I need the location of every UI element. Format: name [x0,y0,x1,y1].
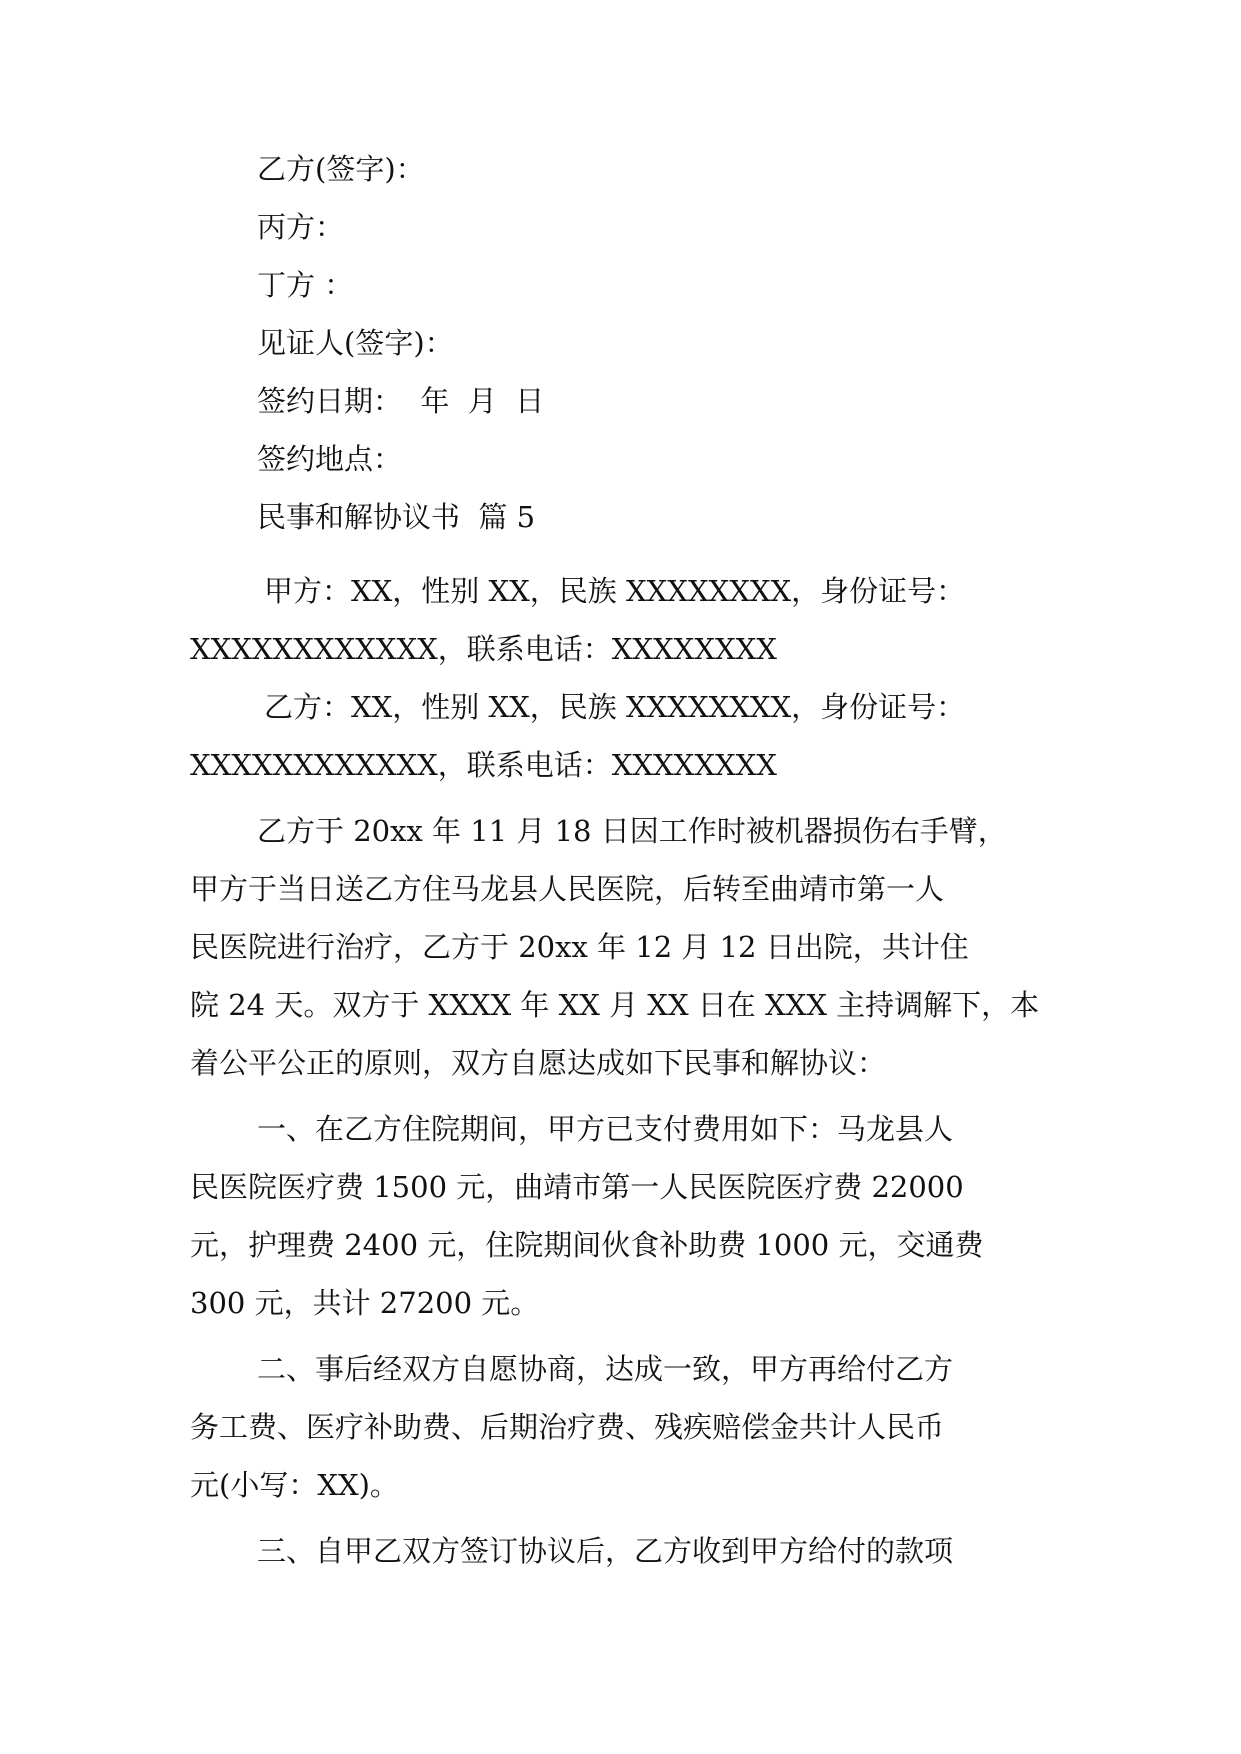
paragraph-1-line-2: 甲方于当日送乙方住马龙县人民医院，后转至曲靖市第一人 [190,872,945,906]
paragraph-1-line-5: 着公平公正的原则，双方自愿达成如下民事和解协议： [190,1046,887,1080]
paragraph-2-line-3: 元，护理费 2400 元，住院期间伙食补助费 1000 元，交通费 [190,1228,984,1262]
party-a-line-2: XXXXXXXXXXXX，联系电话：XXXXXXXX [190,632,777,666]
paragraph-1-line-1: 乙方于 20xx 年 11 月 18 日因工作时被机器损伤右手臂， [257,814,1007,848]
signature-line-party-b: 乙方(签字)： [257,152,425,186]
signature-line-party-c: 丙方： [257,210,345,244]
paragraph-2-line-2: 民医院医疗费 1500 元，曲靖市第一人民医院医疗费 22000 [190,1170,964,1204]
paragraph-4-line-1: 三、自甲乙双方签订协议后，乙方收到甲方给付的款项 [257,1534,954,1568]
paragraph-2-line-4: 300 元，共计 27200 元。 [190,1286,540,1320]
paragraph-1-line-4: 院 24 天。双方于 XXXX 年 XX 月 XX 日在 XXX 主持调解下，本 [190,988,1040,1022]
paragraph-3-line-2: 务工费、医疗补助费、后期治疗费、残疾赔偿金共计人民币 [190,1410,945,1444]
paragraph-2-line-1: 一、在乙方住院期间，甲方已支付费用如下：马龙县人 [257,1112,954,1146]
paragraph-3-line-3: 元(小写：XX)。 [190,1468,399,1502]
paragraph-1-line-3: 民医院进行治疗，乙方于 20xx 年 12 月 12 日出院，共计住 [190,930,969,964]
signing-date-line: 签约日期： 年 月 日 [257,384,545,418]
signing-place-line: 签约地点： [257,442,403,476]
section-title: 民事和解协议书 篇 5 [257,500,536,534]
signature-line-witness: 见证人(签字)： [257,326,454,360]
signature-line-party-d: 丁方 ： [257,268,354,302]
party-b-line-2: XXXXXXXXXXXX，联系电话：XXXXXXXX [190,748,777,782]
party-a-line-1: 甲方：XX，性别 XX，民族 XXXXXXXX，身份证号： [264,574,966,608]
party-b-line-1: 乙方：XX，性别 XX，民族 XXXXXXXX，身份证号： [264,690,966,724]
paragraph-3-line-1: 二、事后经双方自愿协商，达成一致，甲方再给付乙方 [257,1352,954,1386]
